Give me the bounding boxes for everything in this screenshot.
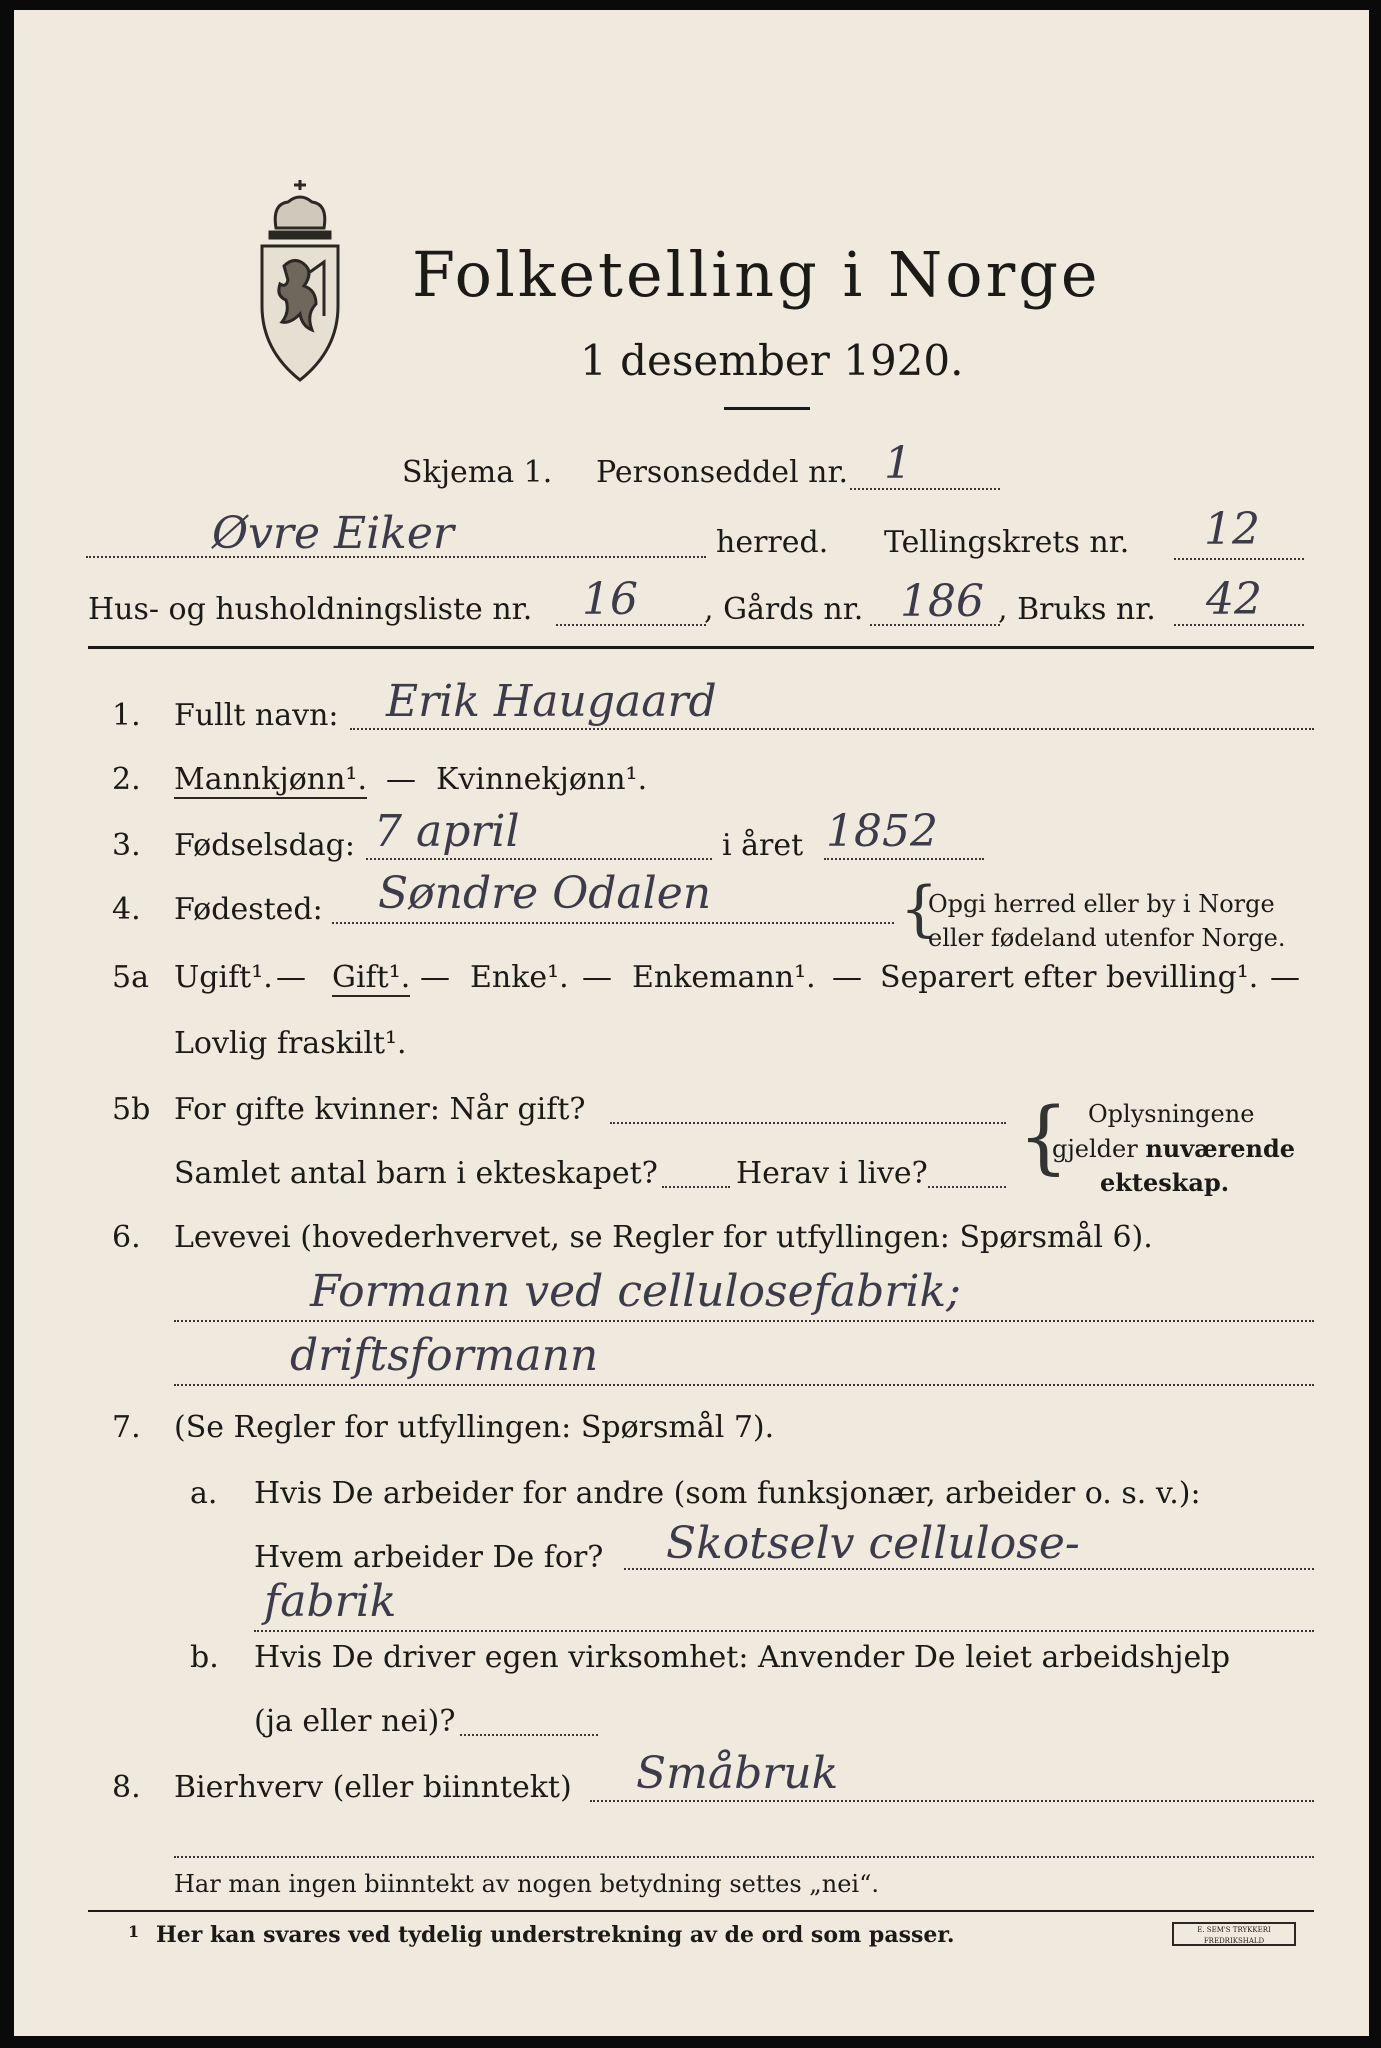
gards-label: , Gårds nr. [704, 592, 864, 627]
q5b-note-1: Oplysningene [1088, 1100, 1255, 1128]
herred-label: herred. [716, 525, 829, 560]
q5b-note-3: ekteskap. [1100, 1168, 1230, 1197]
separert-option[interactable]: Separert efter bevilling¹. [880, 960, 1259, 995]
birth-year-value[interactable]: 1852 [826, 806, 938, 857]
q7b-letter: b. [190, 1640, 219, 1675]
gards-value[interactable]: 186 [900, 576, 984, 627]
q1-number: 1. [112, 698, 141, 733]
q4-note-1: Opgi herred eller by i Norge [928, 890, 1275, 918]
fraskilt-option[interactable]: Lovlig fraskilt¹. [174, 1026, 407, 1061]
hus-label: Hus- og husholdningsliste nr. [88, 592, 533, 627]
title-divider [724, 407, 810, 410]
herred-value[interactable]: Øvre Eiker [212, 508, 454, 559]
form-title: Folketelling i Norge [412, 238, 1101, 311]
coat-of-arms-icon [250, 176, 350, 386]
q5a-dash-4: — [832, 960, 862, 995]
bruks-label: , Bruks nr. [998, 592, 1156, 627]
q7-label: (Se Regler for utfyllingen: Spørsmål 7). [174, 1410, 775, 1445]
tellingskrets-label: Tellingskrets nr. [884, 525, 1130, 560]
q1-label: Fullt navn: [174, 698, 339, 733]
personseddel-value[interactable]: 1 [884, 438, 912, 489]
male-option[interactable]: Mannkjønn¹. [174, 762, 367, 797]
q5b-number: 5b [112, 1092, 151, 1127]
q5a-dash-3: — [582, 960, 612, 995]
q5a-dash-2: — [420, 960, 450, 995]
q5b-label-3: Herav i live? [736, 1156, 928, 1191]
skjema-label: Skjema 1. [402, 455, 553, 490]
footer-divider [88, 1910, 1314, 1912]
census-date: 1 desember 1920. [580, 336, 964, 385]
q4-number: 4. [112, 892, 141, 927]
hus-value[interactable]: 16 [582, 574, 638, 625]
biinntekt-note: Har man ingen biinntekt av nogen betydning settes „nei“. [174, 1870, 879, 1898]
q6-label: Levevei (hovederhvervet, se Regler for utfyllingen: Spørsmål 6). [174, 1220, 1153, 1255]
q7-number: 7. [112, 1410, 141, 1445]
enke-option[interactable]: Enke¹. [470, 960, 569, 995]
tellingskrets-value[interactable]: 12 [1204, 504, 1260, 555]
q7b-label: Hvis De driver egen virksomhet: Anvender De leiet arbeidshjelp [254, 1640, 1231, 1675]
q7a-label: Hvis De arbeider for andre (som funksjonær, arbeider o. s. v.): [254, 1476, 1201, 1511]
q3-number: 3. [112, 828, 141, 863]
full-name-value[interactable]: Erik Haugaard [386, 676, 717, 727]
q2-number: 2. [112, 762, 141, 797]
q7b-question: (ja eller nei)? [254, 1704, 456, 1739]
employer-value-1[interactable]: Skotselv cellulose- [666, 1518, 1080, 1569]
q5b-label-2: Samlet antal barn i ekteskapet? [174, 1156, 658, 1191]
personseddel-label: Personseddel nr. [596, 455, 849, 490]
bruks-value[interactable]: 42 [1206, 574, 1262, 625]
occupation-value-1[interactable]: Formann ved cellulosefabrik; [310, 1266, 961, 1317]
enkemann-option[interactable]: Enkemann¹. [632, 960, 816, 995]
q5a-dash-1: — [276, 960, 306, 995]
q5b-note-2: gjelder nuværende [1052, 1134, 1296, 1163]
header-divider [88, 646, 1314, 649]
female-option[interactable]: Kvinnekjønn¹. [436, 762, 648, 797]
footnote-number: 1 [128, 1922, 140, 1941]
q5b-label-1: For gifte kvinner: Når gift? [174, 1092, 586, 1127]
gift-option[interactable]: Gift¹. [332, 960, 411, 995]
q7a-letter: a. [190, 1476, 218, 1511]
birthday-value[interactable]: 7 april [374, 806, 520, 857]
q7a-question: Hvem arbeider De for? [254, 1540, 604, 1575]
q2-separator: — [386, 762, 416, 797]
q6-number: 6. [112, 1220, 141, 1255]
footnote-text: Her kan svares ved tydelig understrekning av de ord som passer. [156, 1922, 955, 1948]
q5a-dash-5: — [1270, 960, 1300, 995]
employer-value-2[interactable]: fabrik [264, 1576, 397, 1627]
printer-mark: E. SEM'S TRYKKERI FREDRIKSHALD [1172, 1922, 1296, 1946]
q8-label: Bierhverv (eller biinntekt) [174, 1770, 572, 1805]
q4-note-2: eller fødeland utenfor Norge. [928, 924, 1286, 952]
q3-label: Fødselsdag: [174, 828, 355, 863]
q4-brace: { [900, 874, 939, 944]
occupation-value-2[interactable]: driftsformann [290, 1330, 599, 1381]
q5a-number: 5a [112, 960, 149, 995]
ugift-option[interactable]: Ugift¹. [174, 960, 273, 995]
side-occupation-value[interactable]: Småbruk [636, 1748, 839, 1799]
census-form [14, 10, 1369, 2036]
q8-number: 8. [112, 1770, 141, 1805]
q5b-brace: { [1018, 1090, 1069, 1183]
year-label: i året [722, 828, 804, 863]
birthplace-value[interactable]: Søndre Odalen [378, 868, 712, 919]
q4-label: Fødested: [174, 892, 323, 927]
